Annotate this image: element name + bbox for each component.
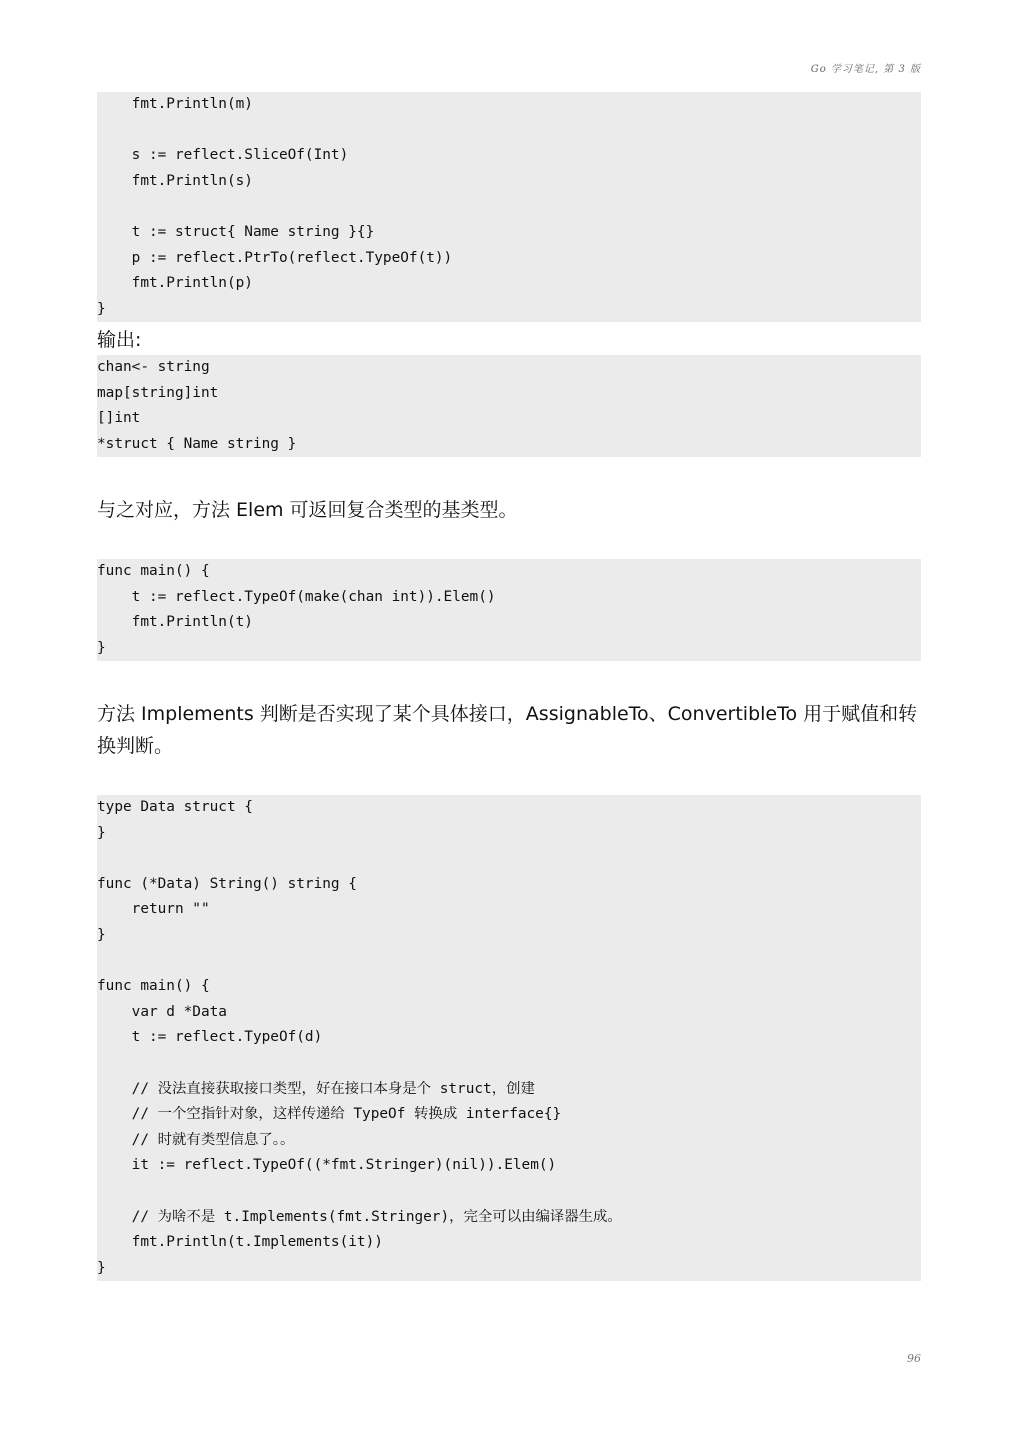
code-line [97,949,921,975]
code-line [97,194,921,220]
code-line: func main() { [97,563,210,579]
code-line: } [97,300,106,317]
code-line [97,846,921,872]
code-line: chan<- string [97,359,210,375]
code-line: fmt.Println(t) [97,614,253,631]
code-line: } [97,926,106,943]
code-line: t := reflect.TypeOf(make(chan int)).Elem() [97,588,496,605]
code-line: *struct { Name string } [97,435,297,452]
code-line: fmt.Println(p) [97,275,253,292]
code-line: func (*Data) String() string { [97,875,357,892]
code-line: // 没法直接获取接口类型，好在接口本身是个 struct，创建 [97,1080,535,1097]
paragraph-implements: 方法 Implements 判断是否实现了某个具体接口，AssignableTo、ConvertibleTo 用于赋值和转换判断。 [97,703,918,757]
code-line: s := reflect.SliceOf(Int) [97,147,349,164]
code-line: } [97,639,106,656]
code-line: t := struct{ Name string }{} [97,223,375,240]
code-line: it := reflect.TypeOf((*fmt.Stringer)(nil)).Elem() [97,1157,557,1174]
page-number: 96 [907,1352,921,1365]
code-line: // 为啥不是 t.Implements(fmt.Stringer)，完全可以由编译器生成。 [97,1208,622,1225]
code-block-output [97,355,921,457]
code-line: } [97,1259,106,1276]
code-line: // 一个空指针对象，这样传递给 TypeOf 转换成 interface{} [97,1106,562,1123]
code-line: t := reflect.TypeOf(d) [97,1029,323,1046]
code-block-implements [97,795,921,1281]
running-header: Go 学习笔记, 第 3 版 [810,64,921,75]
paragraph-elem: 与之对应，方法 Elem 可返回复合类型的基类型。 [97,499,518,521]
code-line: type Data struct { [97,799,253,815]
code-line: } [97,824,106,841]
output-label: 输出: [97,329,142,351]
code-line: var d *Data [97,1003,227,1020]
code-block-elem [97,559,921,661]
code-line [97,118,921,144]
code-line: []int [97,410,141,427]
code-line [97,1051,921,1077]
code-line: fmt.Println(m) [97,96,253,112]
code-block-reflect-types [97,92,921,322]
code-line: fmt.Println(t.Implements(it)) [97,1234,383,1251]
code-line: fmt.Println(s) [97,172,253,189]
code-line: // 时就有类型信息了。。 [97,1131,295,1148]
code-line [97,1179,921,1205]
code-line: map[string]int [97,384,219,401]
code-line: return "" [97,901,210,918]
code-line: p := reflect.PtrTo(reflect.TypeOf(t)) [97,249,453,266]
code-line: func main() { [97,978,210,995]
